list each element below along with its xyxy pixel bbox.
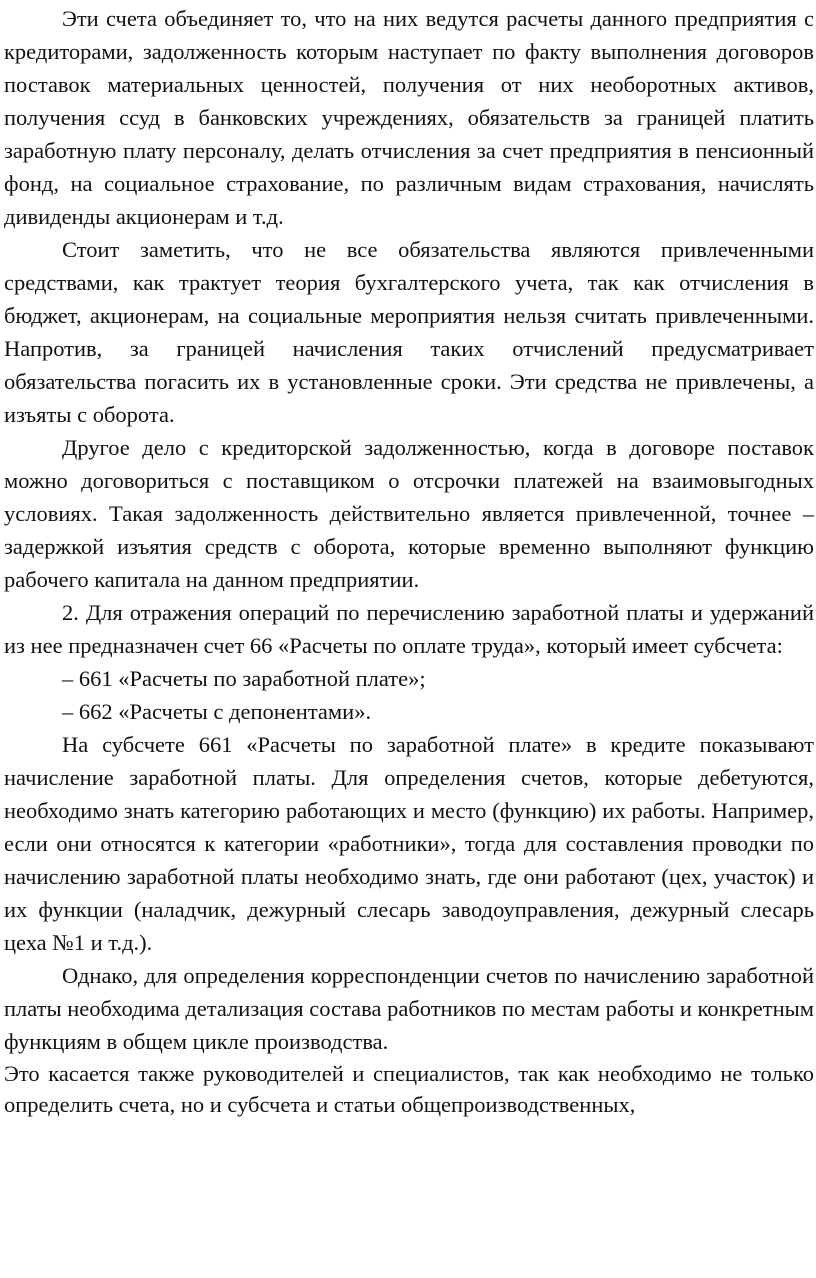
paragraph-creditors: Эти счета объединяет то, что на них ведутся расчеты данного предприятия с кредиторами, задолженность которым наступает по факту выполнения договоров поставок материальных ценностей, получения от них необоротных активов, получения ссуд в банковских учреждениях, обязательств за границей платить заработную плату персоналу, делать отчисления за счет предприятия в пенсионный фонд, на социальное страхование, по различным видам страхования, начислять дивиденды акционерам и т.д. bbox=[4, 6, 814, 229]
paragraph-correspondence: Однако, для определения корреспонденции счетов по начислению заработной платы необходима детализация состава работников по местам работы и конкретным функциям в общем цикле производства. bbox=[4, 963, 814, 1054]
paragraph-account-66: 2. Для отражения операций по перечислению заработной платы и удержаний из нее предназначен счет 66 «Расчеты по оплате труда», который имеет субсчета: bbox=[4, 600, 814, 658]
paragraph-accounts-payable: Другое дело с кредиторской задолженностью, когда в договоре поставок можно договориться с поставщиком о отсрочки платежей на взаимовыгодных условиях. Такая задолженность действительно является привлеченной, точнее – задержкой изъятия средств с оборота, которые временно выполняют функцию рабочего капитала на данном предприятии. bbox=[4, 435, 814, 592]
paragraph-managers: Это касается также руководителей и специалистов, так как необходимо не только определить счета, но и субсчета и статьи общепроизводственных, bbox=[4, 1061, 814, 1117]
list-item-subaccount-661: – 661 «Расчеты по заработной плате»; bbox=[62, 666, 426, 691]
paragraph-subaccount-661: На субсчете 661 «Расчеты по заработной плате» в кредите показывают начисление заработной платы. Для определения счетов, которые дебетуются, необходимо знать категорию работающих и место (функцию) их работы. Например, если они относятся к категории «работники», тогда для составления проводки по начислению заработной платы необходимо знать, где они работают (цех, участок) и их функции (наладчик, дежурный слесарь заводоуправления, дежурный слесарь цеха №1 и т.д.). bbox=[4, 732, 814, 955]
list-item-subaccount-662: – 662 «Расчеты с депонентами». bbox=[62, 699, 372, 724]
paragraph-obligations: Стоит заметить, что не все обязательства являются привлеченными средствами, как трактует теория бухгалтерского учета, так как отчисления в бюджет, акционерам, на социальные мероприятия нельзя считать привлеченными. Напротив, за границей начисления таких отчислений предусматривает обязательства погасить их в установленные сроки. Эти средства не привлечены, а изъяты с оборота. bbox=[4, 237, 814, 427]
